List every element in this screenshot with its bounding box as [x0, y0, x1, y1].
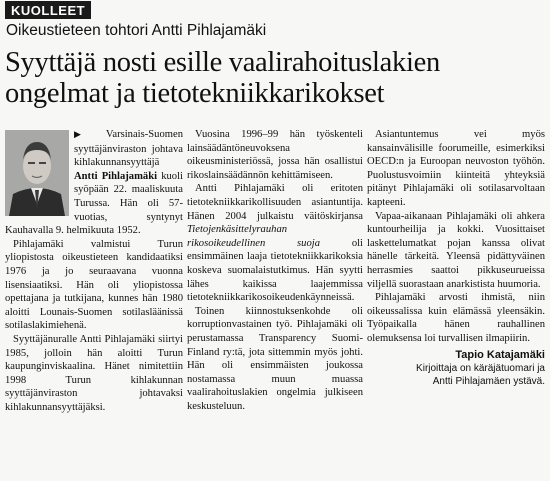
lead-text-2: kuoli syöpään 22. maaliskuuta Turussa. Hän oli 57-vuotias, syntynyt Kauhavalla 9. helmikuuta 1952.: [5, 170, 183, 237]
lead-marker-icon: ▶: [74, 130, 93, 140]
paragraph-6: Toinen kiinnostuksenkohde oli korruptionvastainen työ. Pihlajamäki oli perustamassa Transparency Suomi-Finland ry:tä, jota sittemmin myös johti. Hän oli ensimmäisten joukossa nostamassa muun muassa vaalirahoituslakien ongelmia julkiseen keskusteluun.: [187, 305, 363, 412]
paragraph-5: [187, 182, 363, 304]
headline-line-2: ongelmat ja tietotekniikkarikokset: [5, 78, 385, 109]
paragraph-4-text: Vuosina 1996–99 hän työskenteli lainsäädäntöneuvoksena oikeusministeriössä, jossa hän osallistui rikoslainsäädännön kehittämiseen.: [187, 129, 363, 181]
paragraph-5-end: oli ensimmäinen laaja tietotekniikkarikoksia koskeva suomalaistutkimus. Hän syytti lähes kaikissa laajemmissa tietotekniikkarikosoikeudenkäynneissä.: [187, 237, 363, 304]
portrait-photo: [5, 130, 69, 216]
lead-text-1: Varsinais-Suomen syyttäjänviraston johtava kihlakunnansyyttäjä: [74, 129, 183, 169]
paragraph-3: Syyttäjänuralle Antti Pihlajamäki siirtyi 1985, jolloin hän aloitti Turun kaupunginviskaalina. Hänet nimitettiin 1998 Turun kihlakunnan syyttäjänviraston johtavaksi kihlakunnansyyttäjäksi.: [5, 333, 183, 413]
deceased-name: Antti Pihlajamäki: [74, 170, 158, 182]
dissertation-title: Tietojenkäsittelyrauhan rikosoikeudellinen suoja: [187, 224, 321, 249]
article-column-1: [5, 128, 183, 414]
headline: [5, 47, 545, 109]
author-description-line-1: Kirjoittaja on käräjätuomari ja: [416, 362, 545, 374]
subheadline: Oikeustieteen tohtori Antti Pihlajamäki: [6, 22, 267, 39]
author-description-line-2: Antti Pihlajamäen ystävä.: [432, 375, 545, 387]
paragraph-5-start: Antti Pihlajamäki oli eritoten tietotekniikkarikollisuuden asiantuntija. Hänen 2004 julkaistu väitöskirjansa: [187, 183, 363, 222]
paragraph-8: Vapaa-aikanaan Pihlajamäki oli ahkera kuntourheilija ja kokki. Vuosittaiset laskettelumatkat pojan kanssa olivat hänelle tärkeitä. Yleensä pidättyväinen herrasmies saattoi pikkuseurueissa viljellä suorastaan anarkistista huumoria.: [367, 210, 545, 290]
paragraph-2: Pihlajamäki valmistui Turun yliopistosta oikeustieteen kandidaatiksi 1976 ja jo seuraavana vuonna lisensiaatiksi. Hän oli yliopistossa opettajana ja tutkijana, kunnes hän 1980 aloitti Lounais-Suomen sotilasläänissä sotilaslakimiehenä.: [5, 238, 183, 332]
author-name: Tapio Katajamäki: [455, 348, 545, 361]
author-description: [367, 362, 545, 388]
article-column-3: [367, 128, 545, 388]
article-column-2-content: [187, 128, 363, 413]
paragraph-9: Pihlajamäki arvosti ihmistä, niin oikeussalissa kuin elämässä yleensäkin. Työpaikalla hänen rauhallinen olemuksensa loi turvallisen ilmapiirin.: [367, 292, 545, 344]
section-kicker: KUOLLEET: [5, 1, 91, 19]
headline-line-1: Syyttäjä nosti esille vaalirahoituslakien: [5, 47, 440, 78]
paragraph-7: Asiantuntemus vei myös kansainvälisille foorumeille, esimerkiksi OECD:n ja Euroopan neuvoston työhön. Puolustusvoimiin kiinteitä yhteyksiä pitänyt Pihlajamäki oli sotilasarvoltaan kapteeni.: [367, 129, 545, 208]
